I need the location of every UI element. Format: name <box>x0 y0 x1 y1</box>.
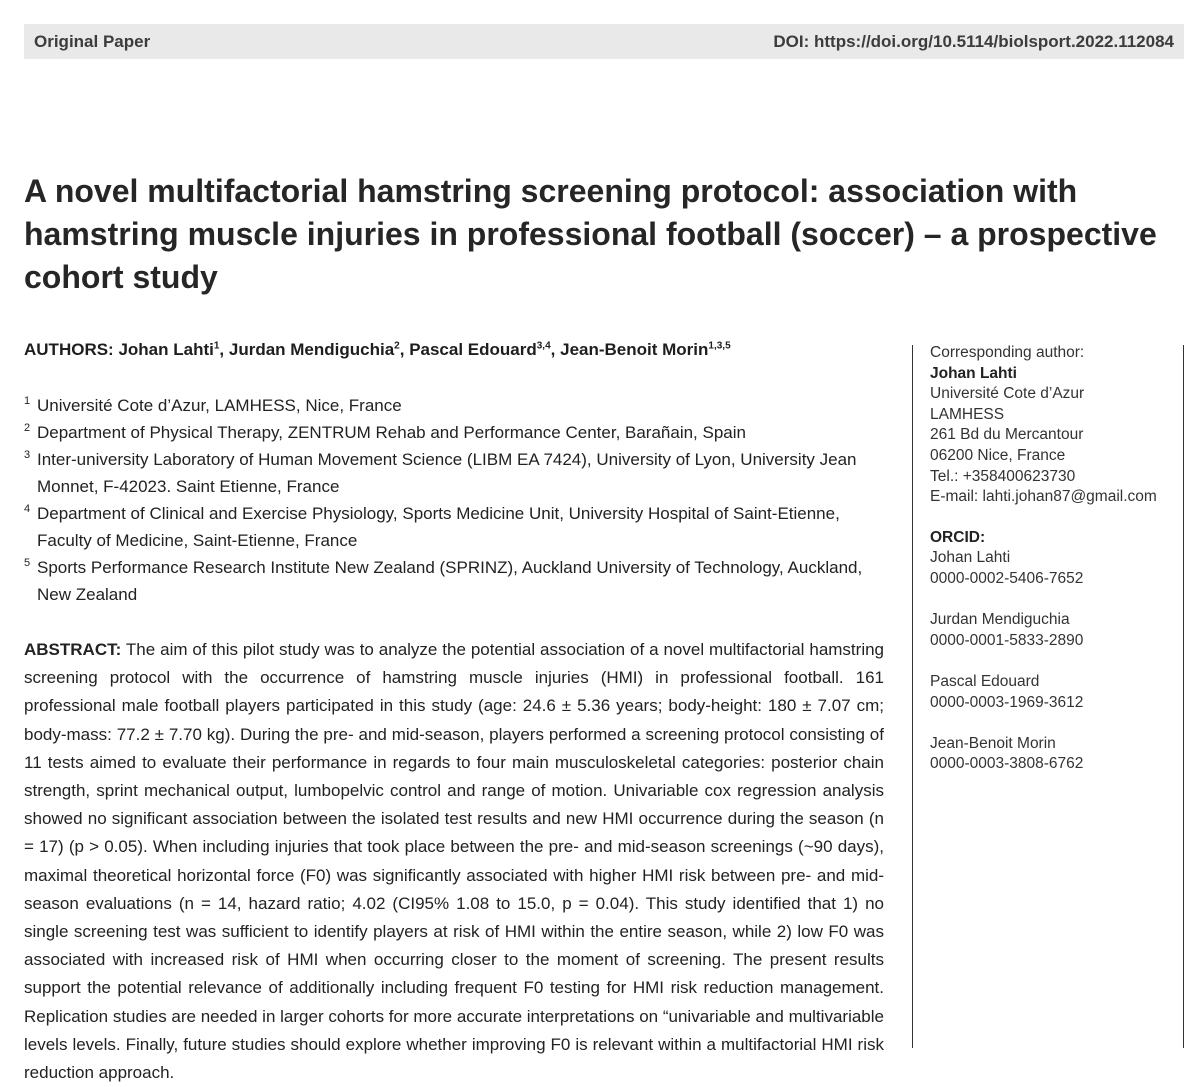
affiliation-item <box>24 500 886 554</box>
article-type: Original Paper <box>34 31 151 51</box>
affiliation-text: Sports Performance Research Institute New Zealand (SPRINZ), Auckland University of Technology, Auckland, New Zealand <box>37 558 863 604</box>
affiliation-number: 3 <box>24 449 31 461</box>
affiliation-text: Université Cote d’Azur, LAMHESS, Nice, France <box>37 396 402 415</box>
address-line: LAMHESS <box>930 405 1005 423</box>
header-bar <box>24 24 1184 59</box>
affiliation-number: 1 <box>24 395 31 407</box>
corresponding-name: Johan Lahti <box>930 364 1017 382</box>
orcid-id: 0000-0003-1969-3612 <box>930 693 1084 711</box>
orcid-label: ORCID: <box>930 528 986 546</box>
orcid-name: Jean-Benoit Morin <box>930 734 1056 752</box>
paper-title: A novel multifactorial hamstring screening protocol: association with hamstring muscle injuries in professional football (soccer) – a prospective cohort study <box>24 173 1157 295</box>
address-line: 261 Bd du Mercantour <box>930 426 1084 444</box>
doi-link[interactable]: DOI: https://doi.org/10.5114/biolsport.2022.112084 <box>773 31 1174 51</box>
orcid-id: 0000-0003-3808-6762 <box>930 755 1084 773</box>
affiliation-text: Department of Physical Therapy, ZENTRUM Rehab and Performance Center, Barañain, Spain <box>37 423 746 442</box>
address-line: 06200 Nice, France <box>930 446 1066 464</box>
sidebar-divider <box>912 345 913 1048</box>
address-line: Université Cote d’Azur <box>930 385 1085 403</box>
affiliation-number: 2 <box>24 422 31 434</box>
author-affil-sup: 1,3,5 <box>708 340 731 352</box>
affiliation-list <box>24 392 886 608</box>
corresponding-label: Corresponding author: <box>930 344 1085 361</box>
author-name: Jurdan Mendiguchia <box>228 340 395 359</box>
author-affil-sup: 3,4 <box>536 340 551 352</box>
affiliation-text: Department of Clinical and Exercise Physiology, Sports Medicine Unit, University Hospital of Saint-Etienne, Faculty of Medicine, Saint-Etienne, France <box>37 504 840 550</box>
affiliation-number: 4 <box>24 503 31 515</box>
author-name: Johan Lahti <box>118 340 214 359</box>
orcid-id: 0000-0001-5833-2890 <box>930 631 1084 649</box>
sidebar <box>930 343 1180 775</box>
author-affil-sup: 1 <box>213 340 220 352</box>
orcid-id: 0000-0002-5406-7652 <box>930 569 1084 587</box>
affiliation-item <box>24 446 886 500</box>
author-line: AUTHORS: Johan Lahti$^1$, Jurdan Mendiguchia$^2$, Pascal Edouard$^{3,4}$, Jean-Benoit Morin$^{1,3,5}$ <box>24 340 731 359</box>
author-affil-sup: 2 <box>394 340 400 352</box>
orcid-name: Jurdan Mendiguchia <box>930 611 1070 629</box>
abstract <box>24 636 884 1087</box>
orcid-name: Johan Lahti <box>930 549 1011 567</box>
authors-label: AUTHORS: <box>24 340 114 359</box>
affiliation-item <box>24 554 886 608</box>
affiliation-text: Inter-university Laboratory of Human Movement Science (LIBM EA 7424), University of Lyon, University Jean Monnet, F-42023. Saint Etienne, France <box>37 450 857 496</box>
affiliation-item <box>24 392 886 419</box>
sidebar-divider-right <box>1183 345 1184 1048</box>
author-name: Jean-Benoit Morin <box>560 340 709 359</box>
phone-line: Tel.: +358400623730 <box>930 467 1076 485</box>
affiliation-number: 5 <box>24 557 31 569</box>
affiliation-item <box>24 419 886 446</box>
orcid-name: Pascal Edouard <box>930 672 1040 690</box>
author-name: Pascal Edouard <box>409 340 537 359</box>
abstract-text: The aim of this pilot study was to analyze the potential association of a novel multifactorial hamstring screening protocol with the occurrence of hamstring muscle injuries (HMI) in professional football. 161 professional male football players participated in this study (age: 24.6 ± 5.36 years; body-height: 180 ± 7.07 cm; body-mass: 77.2 ± 7.70 kg). During the pre- and mid-season, players performed a screening protocol consisting of 11 tests aimed to evaluate their performance in regards to four main musculoskeletal categories: posterior chain strength, sprint mechanical output, lumbopelvic control and range of motion. Univariable cox regression analysis showed no significant association between the isolated test results and new HMI occurrence during the season (n = 17) (p > 0.05). When including injuries that took place between the pre- and mid-season screenings (~90 days), maximal theoretical horizontal force (F0) was significantly associated with higher HMI risk between pre- and mid-season evaluations (n = 14, hazard ratio; 4.02 (CI95% 1.08 to 15.0, p = 0.04). This study identified that 1) no single screening test was sufficient to identify players at risk of HMI within the entire season, while 2) low F0 was associated with increased risk of HMI when occurring closer to the moment of screening. The present results support the potential relevance of additionally including frequent F0 testing for HMI risk reduction management. Replication studies are needed in larger cohorts for more accurate interpretations on “univariable and multivariable levels levels. Finally, future studies should explore whether improving F0 is relevant within a multifactorial HMI risk reduction approach. <box>24 640 885 1083</box>
abstract-label: ABSTRACT: <box>24 640 122 659</box>
email-link[interactable]: E-mail: lahti.johan87@gmail.com <box>930 488 1157 506</box>
